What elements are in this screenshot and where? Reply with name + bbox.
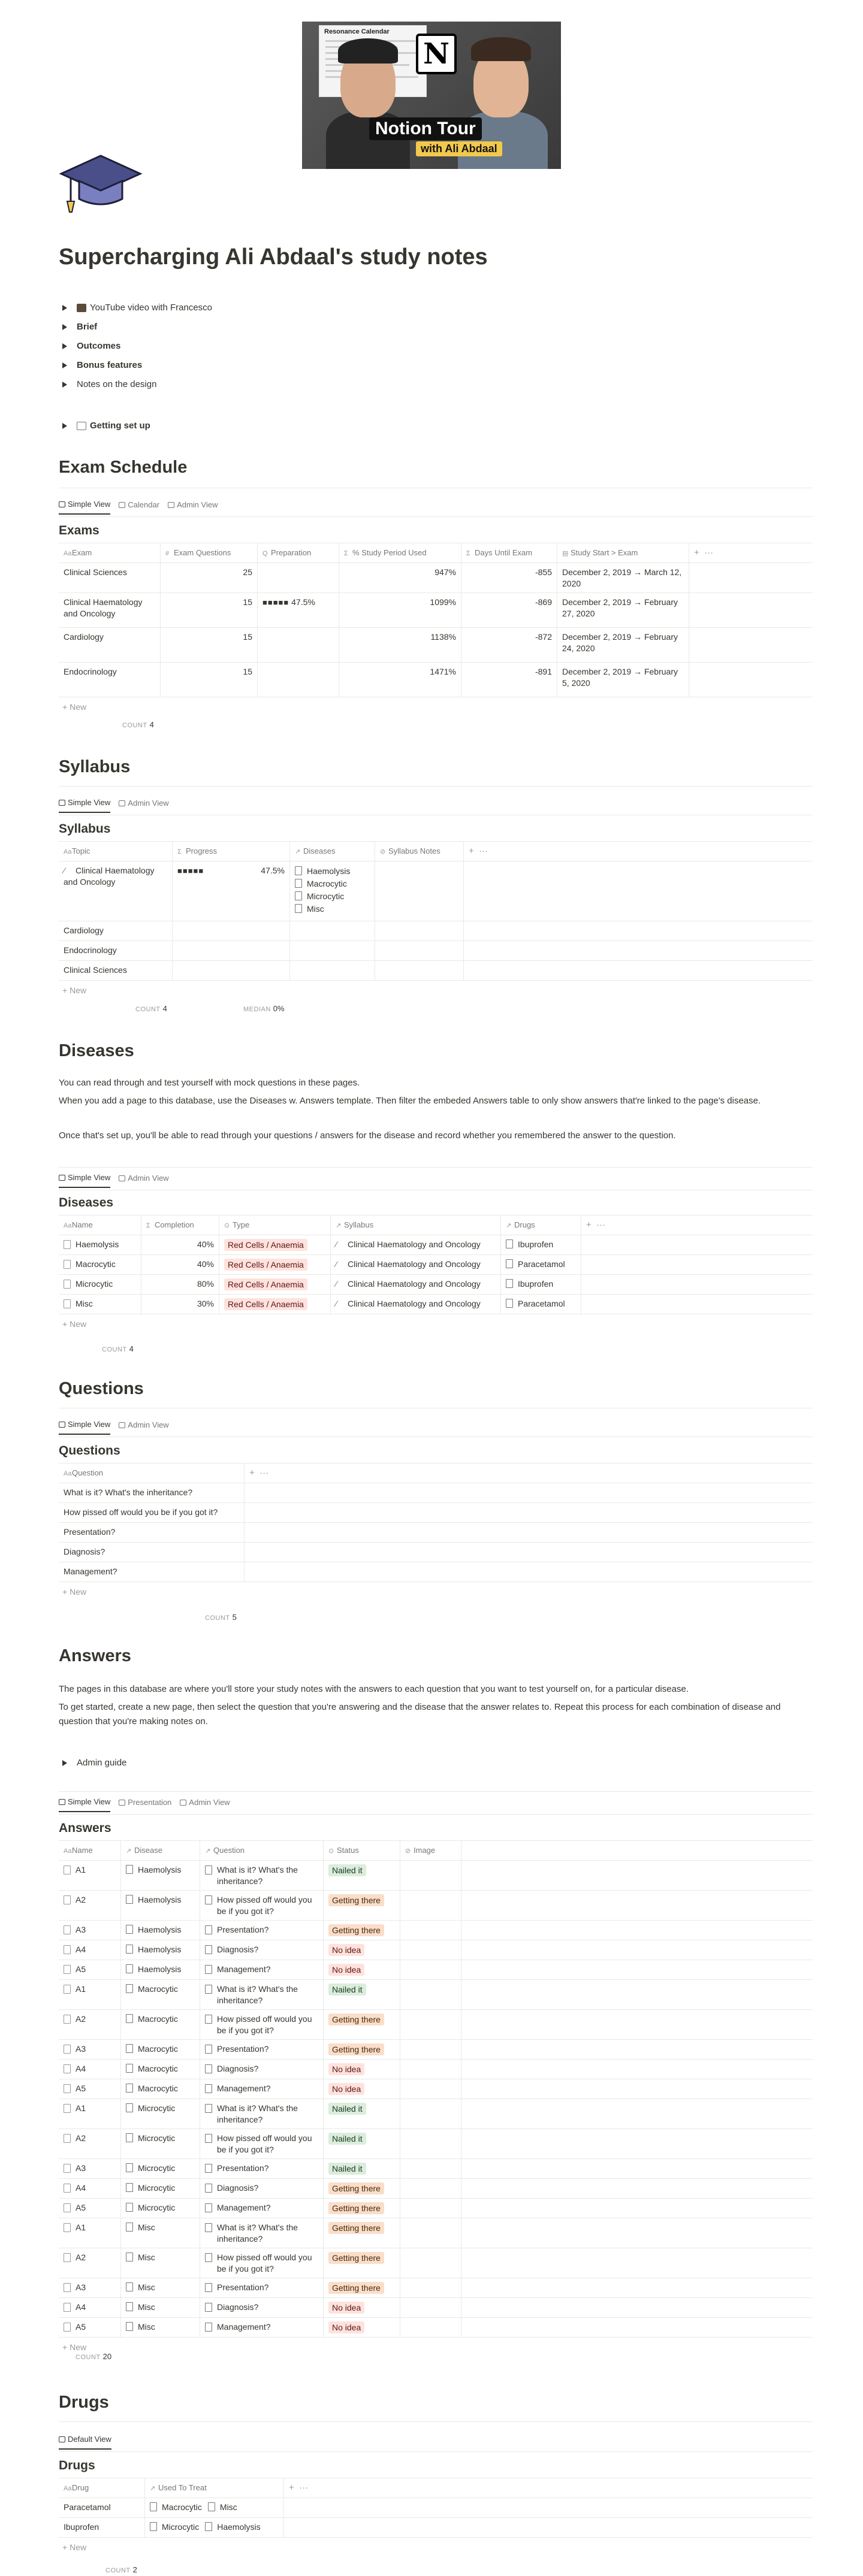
page-icon: [205, 2283, 212, 2292]
exams-db-title[interactable]: Exams: [59, 524, 99, 537]
page-icon: [126, 2084, 133, 2093]
page-icon: [205, 2164, 212, 2173]
add-column-button[interactable]: + ···: [249, 1468, 269, 1478]
status-badge: Nailed it: [328, 2163, 366, 2175]
status-badge: Getting there: [328, 1924, 384, 1936]
tab-presentation[interactable]: Presentation: [119, 1797, 171, 1812]
tab-calendar[interactable]: Calendar: [119, 500, 159, 515]
syringe-icon: ⁄: [336, 1239, 337, 1249]
tab-admin-view[interactable]: Admin View: [119, 1173, 168, 1188]
add-column-button[interactable]: + ···: [289, 2483, 309, 2493]
page-icon: [126, 2064, 133, 2073]
page-icon: [64, 1260, 71, 1269]
status-badge: No idea: [328, 1964, 364, 1976]
page-icon: [205, 1925, 212, 1934]
status-badge: Nailed it: [328, 2133, 366, 2145]
type-tag: Red Cells / Anaemia: [224, 1259, 307, 1271]
table-icon: [119, 1422, 125, 1428]
page-icon: [64, 2164, 71, 2173]
toggle-bonus-features[interactable]: Bonus features: [59, 360, 142, 370]
new-row-button[interactable]: + New: [62, 2342, 87, 2352]
page-icon: [64, 2223, 71, 2232]
table-row[interactable]: A3 Microcytic Presentation? Nailed it: [59, 2159, 813, 2179]
page-icon: [150, 2522, 157, 2531]
table-row[interactable]: How pissed off would you be if you got it?: [59, 1503, 813, 1523]
table-row[interactable]: Clinical Sciences 25 947% -855 December 2, 2019 → March 12, 2020: [59, 563, 813, 593]
col-name[interactable]: AaName: [59, 1841, 121, 1860]
questions-heading: Questions: [59, 1379, 144, 1398]
table-row[interactable]: Ibuprofen Microcytic Haemolysis: [59, 2518, 813, 2538]
page-icon: [205, 2104, 212, 2113]
table-row[interactable]: A3 Haemolysis Presentation? Getting there: [59, 1921, 813, 1940]
table-row[interactable]: Macrocytic 40% Red Cells / Anaemia ⁄ Clinical Haematology and Oncology Paracetamol: [59, 1255, 813, 1275]
col-exam-questions[interactable]: # Exam Questions: [161, 543, 258, 563]
page-icon: [295, 879, 302, 888]
disease-link[interactable]: Haemolysis: [295, 865, 370, 878]
syringe-icon: ⁄: [336, 1299, 337, 1308]
page-icon: [126, 2133, 133, 2142]
table-row[interactable]: A2 Haemolysis How pissed off would you be if you got it? Getting there: [59, 1891, 813, 1921]
tab-admin-view[interactable]: Admin View: [168, 500, 218, 515]
page-icon: [126, 1984, 133, 1993]
diseases-paragraph: Once that's set up, you'll be able to read through your questions / answers for the disease and record whether you remembered the answer to the question.: [59, 1130, 676, 1141]
page-icon: [64, 1985, 71, 1994]
tab-admin-view[interactable]: Admin View: [119, 1420, 168, 1435]
syllabus-heading: Syllabus: [59, 757, 131, 776]
answers-view-tabs: [59, 1797, 230, 1812]
table-icon: [119, 800, 125, 806]
page-icon: [126, 2044, 133, 2053]
col-syllabus[interactable]: ↗ Syllabus: [331, 1216, 501, 1235]
page-icon: [205, 1965, 212, 1974]
answers-db-title[interactable]: Answers: [59, 1821, 111, 1835]
table-row[interactable]: Haemolysis 40% Red Cells / Anaemia ⁄ Clinical Haematology and Oncology Ibuprofen: [59, 1235, 813, 1255]
page-icon: [205, 1866, 212, 1874]
page-icon: [126, 2183, 133, 2192]
questions-view-tabs: [59, 1420, 169, 1435]
diseases-paragraph: You can read through and test yourself with mock questions in these pages.: [59, 1078, 360, 1088]
status-badge: Nailed it: [328, 1984, 366, 1996]
diseases-paragraph: When you add a page to this database, use the Diseases w. Answers template. Then filter the embeded Answers table to only show answers that're linked to the page's disease.: [59, 1096, 761, 1106]
diseases-count: COUNT 4: [102, 1344, 134, 1353]
answers-paragraph: The pages in this database are where you'll store your study notes with the answers to each question that you want to test yourself on, for a particular disease.: [59, 1684, 689, 1694]
disease-link[interactable]: Microcytic: [295, 890, 370, 903]
toggle-arrow-icon[interactable]: [62, 305, 67, 311]
col-drug[interactable]: AaDrug: [59, 2478, 145, 2498]
page-icon: [126, 2282, 133, 2291]
table-row[interactable]: Misc 30% Red Cells / Anaemia ⁄ Clinical Haematology and Oncology Paracetamol: [59, 1295, 813, 1314]
disease-link[interactable]: Macrocytic: [295, 878, 370, 890]
table-row[interactable]: Endocrinology: [59, 941, 813, 961]
page-icon: [64, 2323, 71, 2332]
calendar-icon: [77, 422, 86, 430]
questions-table: [59, 1463, 813, 1601]
page-icon: [205, 2223, 212, 2232]
syllabus-db-title[interactable]: Syllabus: [59, 822, 111, 836]
cover-subtag: with Ali Abdaal: [416, 141, 502, 156]
page-icon: [64, 2283, 71, 2292]
new-row-button[interactable]: + New: [62, 2542, 87, 2552]
table-row[interactable]: Endocrinology 15 1471% -891 December 2, 2019 → February 5, 2020: [59, 663, 813, 697]
page-icon: [126, 1895, 133, 1904]
syllabus-count: COUNT 4: [135, 1004, 167, 1013]
page-icon: [64, 2015, 71, 2024]
toggle-outcomes[interactable]: Outcomes: [59, 341, 120, 351]
type-tag: Red Cells / Anaemia: [224, 1278, 307, 1290]
table-row[interactable]: Diagnosis?: [59, 1543, 813, 1562]
answers-table: [59, 1840, 813, 2357]
table-row[interactable]: A1 Microcytic What is it? What's the inheritance? Nailed it: [59, 2099, 813, 2129]
page-icon: [205, 2303, 212, 2312]
notion-logo: N: [416, 34, 457, 74]
page-icon: [126, 1865, 133, 1874]
col-completion[interactable]: Σ Completion: [141, 1216, 219, 1235]
table-row[interactable]: A4 Microcytic Diagnosis? Getting there: [59, 2179, 813, 2199]
exam-schedule-heading: Exam Schedule: [59, 458, 188, 477]
answers-heading: Answers: [59, 1646, 131, 1665]
status-badge: Getting there: [328, 2043, 384, 2055]
new-row-button[interactable]: + New: [62, 985, 87, 995]
page-icon: [126, 2163, 133, 2172]
page-icon: [126, 2014, 133, 2023]
page-icon: [126, 2302, 133, 2311]
status-badge: No idea: [328, 2063, 364, 2075]
table-icon: [59, 800, 65, 806]
page-icon: [506, 1259, 513, 1268]
col-progress[interactable]: Σ Progress: [173, 842, 290, 861]
col-question[interactable]: AaQuestion: [59, 1464, 245, 1483]
table-row[interactable]: A4 Misc Diagnosis? No idea: [59, 2298, 813, 2318]
table-row[interactable]: A2 Macrocytic How pissed off would you be if you got it? Getting there: [59, 2010, 813, 2040]
status-badge: Nailed it: [328, 2103, 366, 2115]
answers-count: COUNT 20: [76, 2352, 112, 2361]
page-icon: [126, 2253, 133, 2261]
col-type[interactable]: ⊙ Type: [219, 1216, 331, 1235]
toggle-arrow-icon[interactable]: [62, 343, 67, 349]
cover-tag: Notion Tour: [369, 117, 482, 140]
page-icon: [506, 1239, 513, 1248]
table-icon: [59, 501, 65, 507]
page-icon: [205, 1945, 212, 1954]
tab-simple-view[interactable]: Simple View: [59, 798, 110, 813]
status-badge: Getting there: [328, 2222, 384, 2234]
toggle-notes-design[interactable]: Notes on the design: [59, 379, 156, 389]
page-icon: [126, 2223, 133, 2232]
new-row-button[interactable]: + New: [62, 1319, 87, 1329]
table-icon: [180, 1800, 186, 1806]
tab-simple-view[interactable]: Simple View: [59, 1420, 110, 1435]
table-row[interactable]: A5 Macrocytic Management? No idea: [59, 2079, 813, 2099]
page-icon: [205, 2045, 212, 2054]
page-icon: [295, 904, 302, 913]
table-row[interactable]: A1 Haemolysis What is it? What's the inheritance? Nailed it: [59, 1861, 813, 1891]
progress-bar: ■■■■■: [177, 866, 204, 875]
drugs-view-tabs: [59, 2435, 111, 2450]
page-icon: [64, 2253, 71, 2262]
status-badge: Nailed it: [328, 1864, 366, 1876]
page-icon: [205, 2084, 212, 2093]
toggle-getting-set-up[interactable]: Getting set up: [59, 421, 150, 431]
status-badge: Getting there: [328, 2182, 384, 2194]
status-badge: Getting there: [328, 2013, 384, 2025]
page-icon: [64, 2104, 71, 2113]
page-icon: [295, 891, 302, 900]
cover-screen-title: Resonance Calendar: [324, 28, 390, 35]
page-icon: [205, 2134, 212, 2143]
type-tag: Red Cells / Anaemia: [224, 1298, 307, 1310]
col-name[interactable]: AaName: [59, 1216, 141, 1235]
page-icon: [64, 1280, 71, 1289]
table-row[interactable]: A4 Macrocytic Diagnosis? No idea: [59, 2060, 813, 2079]
tab-simple-view[interactable]: Simple View: [59, 1173, 110, 1188]
page-icon: [126, 1925, 133, 1934]
col-image[interactable]: ⊘ Image: [400, 1841, 461, 1860]
questions-db-title[interactable]: Questions: [59, 1444, 120, 1458]
page-icon: [64, 1945, 71, 1954]
col-days-until[interactable]: Σ Days Until Exam: [461, 543, 557, 563]
col-exam[interactable]: AaExam: [59, 543, 161, 563]
page-icon: [205, 2184, 212, 2193]
table-icon: [59, 1422, 65, 1428]
drugs-db-title[interactable]: Drugs: [59, 2459, 95, 2472]
drugs-table: [59, 2478, 813, 2557]
add-column-button[interactable]: + ···: [469, 846, 488, 856]
page-icon: [64, 1925, 71, 1934]
col-used-to-treat[interactable]: ↗ Used To Treat: [145, 2478, 284, 2498]
page-icon: [64, 1895, 71, 1904]
toggle-youtube[interactable]: YouTube video with Francesco: [59, 303, 212, 313]
page-icon: [295, 866, 302, 875]
drugs-heading: Drugs: [59, 2393, 109, 2412]
tab-simple-view[interactable]: Simple View: [59, 500, 110, 515]
table-row[interactable]: ⁄ Clinical Haematology and Oncology ■■■■■ 47.5% Haemolysis Macrocytic Microcytic Misc: [59, 861, 813, 921]
graduation-cap-icon[interactable]: [59, 150, 143, 216]
gallery-icon: [119, 1800, 125, 1806]
tab-default-view[interactable]: Default View: [59, 2435, 111, 2450]
col-disease[interactable]: ↗ Disease: [121, 1841, 200, 1860]
table-row[interactable]: A3 Macrocytic Presentation? Getting there: [59, 2040, 813, 2060]
status-badge: No idea: [328, 2321, 364, 2333]
page-icon: [150, 2502, 157, 2511]
toggle-arrow-icon[interactable]: [62, 324, 67, 330]
status-badge: No idea: [328, 1944, 364, 1956]
syringe-icon: ⁄: [336, 1279, 337, 1289]
page-icon: [506, 1299, 513, 1308]
page-icon: [208, 2502, 215, 2511]
syllabus-table: [59, 841, 813, 1000]
page-icon: [126, 1945, 133, 1954]
page-icon: [205, 2015, 212, 2024]
table-row[interactable]: What is it? What's the inheritance?: [59, 1483, 813, 1503]
calendar-icon: [119, 502, 125, 508]
table-row[interactable]: A2 Microcytic How pissed off would you be if you got it? Nailed it: [59, 2129, 813, 2159]
exams-table: [59, 543, 813, 716]
page-icon: [126, 2322, 133, 2331]
cover-image[interactable]: [302, 22, 561, 169]
page-title[interactable]: Supercharging Ali Abdaal's study notes: [59, 244, 488, 270]
new-row-button[interactable]: + New: [62, 1587, 87, 1597]
table-icon: [59, 2436, 65, 2442]
page-icon: [64, 1299, 71, 1308]
page-icon: [64, 2084, 71, 2093]
table-row[interactable]: Presentation?: [59, 1523, 813, 1543]
col-topic[interactable]: AaTopic: [59, 842, 173, 861]
col-study-start[interactable]: ▤ Study Start > Exam: [557, 543, 689, 563]
new-row-button[interactable]: + New: [62, 702, 87, 712]
page-icon: [205, 2522, 212, 2531]
diseases-db-title[interactable]: Diseases: [59, 1196, 114, 1210]
diseases-table: [59, 1215, 813, 1334]
page-icon: [506, 1279, 513, 1288]
table-icon: [59, 1175, 65, 1181]
col-diseases[interactable]: ↗ Diseases: [290, 842, 375, 861]
toggle-arrow-icon[interactable]: [62, 1760, 67, 1766]
syringe-icon: ⁄: [64, 866, 65, 875]
syringe-icon: ⁄: [336, 1259, 337, 1269]
page-icon: [64, 2203, 71, 2212]
status-badge: No idea: [328, 2083, 364, 2095]
syllabus-view-tabs: [59, 798, 169, 813]
table-row[interactable]: Clinical Haematology and Oncology 15 ■■■■■ 47.5% 1099% -869 December 2, 2019 → February 27, 2020: [59, 593, 813, 628]
page-icon: [205, 1895, 212, 1904]
table-row[interactable]: A3 Misc Presentation? Getting there: [59, 2278, 813, 2298]
clapper-icon: [77, 304, 86, 312]
toggle-arrow-icon[interactable]: [62, 362, 67, 368]
col-question[interactable]: ↗ Question: [200, 1841, 324, 1860]
status-badge: Getting there: [328, 2202, 384, 2214]
table-row[interactable]: Paracetamol Macrocytic Misc: [59, 2498, 813, 2518]
toggle-arrow-icon[interactable]: [62, 382, 67, 388]
table-row[interactable]: A5 Haemolysis Management? No idea: [59, 1960, 813, 1980]
col-study-period[interactable]: Σ % Study Period Used: [339, 543, 461, 563]
col-drugs[interactable]: ↗ Drugs: [501, 1216, 581, 1235]
col-syllabus-notes[interactable]: ⊘ Syllabus Notes: [375, 842, 464, 861]
toggle-admin-guide[interactable]: Admin guide: [59, 1758, 126, 1768]
table-row[interactable]: A2 Misc How pissed off would you be if you got it? Getting there: [59, 2248, 813, 2278]
page-icon: [205, 2064, 212, 2073]
table-row[interactable]: A5 Misc Management? No idea: [59, 2318, 813, 2338]
toggle-brief[interactable]: Brief: [59, 322, 97, 332]
page-icon: [126, 2103, 133, 2112]
exam-view-tabs: [59, 500, 218, 515]
drugs-count: COUNT 2: [105, 2565, 137, 2574]
disease-link[interactable]: Misc: [295, 903, 370, 915]
page-icon: [64, 2184, 71, 2193]
add-column-button[interactable]: + ···: [694, 548, 714, 558]
status-badge: No idea: [328, 2302, 364, 2314]
add-column-button[interactable]: + ···: [586, 1220, 606, 1230]
col-preparation[interactable]: Q Preparation: [258, 543, 339, 563]
diseases-heading: Diseases: [59, 1041, 134, 1060]
page-icon: [64, 1866, 71, 1874]
answers-paragraph: To get started, create a new page, then select the question that you're answering and the disease that the answer relates to. Repeat this process for each combination of disease and question that you're making notes on.: [59, 1702, 781, 1727]
page-icon: [126, 2203, 133, 2212]
tab-admin-view[interactable]: Admin View: [180, 1797, 230, 1812]
page-icon: [64, 2303, 71, 2312]
table-row[interactable]: Management?: [59, 1562, 813, 1582]
diseases-view-tabs: [59, 1173, 169, 1188]
table-row[interactable]: A1 Misc What is it? What's the inheritance? Getting there: [59, 2218, 813, 2248]
syllabus-median: MEDIAN 0%: [243, 1004, 285, 1013]
col-status[interactable]: ⊙ Status: [324, 1841, 400, 1860]
table-icon: [168, 502, 174, 508]
type-tag: Red Cells / Anaemia: [224, 1239, 307, 1251]
page-icon: [126, 1964, 133, 1973]
status-badge: Getting there: [328, 2282, 384, 2294]
page-icon: [64, 1240, 71, 1249]
table-icon: [119, 1175, 125, 1181]
table-row[interactable]: A5 Microcytic Management? Getting there: [59, 2199, 813, 2218]
page-icon: [205, 2323, 212, 2332]
table-row[interactable]: Microcytic 80% Red Cells / Anaemia ⁄ Clinical Haematology and Oncology Ibuprofen: [59, 1275, 813, 1295]
status-badge: Getting there: [328, 1894, 384, 1906]
tab-admin-view[interactable]: Admin View: [119, 798, 168, 813]
table-row[interactable]: Cardiology: [59, 921, 813, 941]
page-icon: [205, 1985, 212, 1994]
table-row[interactable]: A1 Macrocytic What is it? What's the inheritance? Nailed it: [59, 1980, 813, 2010]
status-badge: Getting there: [328, 2252, 384, 2264]
tab-simple-view[interactable]: Simple View: [59, 1797, 110, 1812]
page-icon: [64, 2064, 71, 2073]
table-row[interactable]: A4 Haemolysis Diagnosis? No idea: [59, 1940, 813, 1960]
progress-bar: ■■■■■: [262, 598, 289, 607]
exam-count: COUNT 4: [122, 720, 154, 729]
table-icon: [59, 1799, 65, 1805]
page-icon: [64, 2134, 71, 2143]
toggle-arrow-icon[interactable]: [62, 423, 67, 429]
questions-count: COUNT 5: [205, 1613, 237, 1622]
page-icon: [64, 2045, 71, 2054]
table-row[interactable]: Clinical Sciences: [59, 961, 813, 981]
page-icon: [205, 2203, 212, 2212]
page-icon: [205, 2253, 212, 2262]
page-icon: [64, 1965, 71, 1974]
table-row[interactable]: Cardiology 15 1138% -872 December 2, 2019 → February 24, 2020: [59, 628, 813, 663]
